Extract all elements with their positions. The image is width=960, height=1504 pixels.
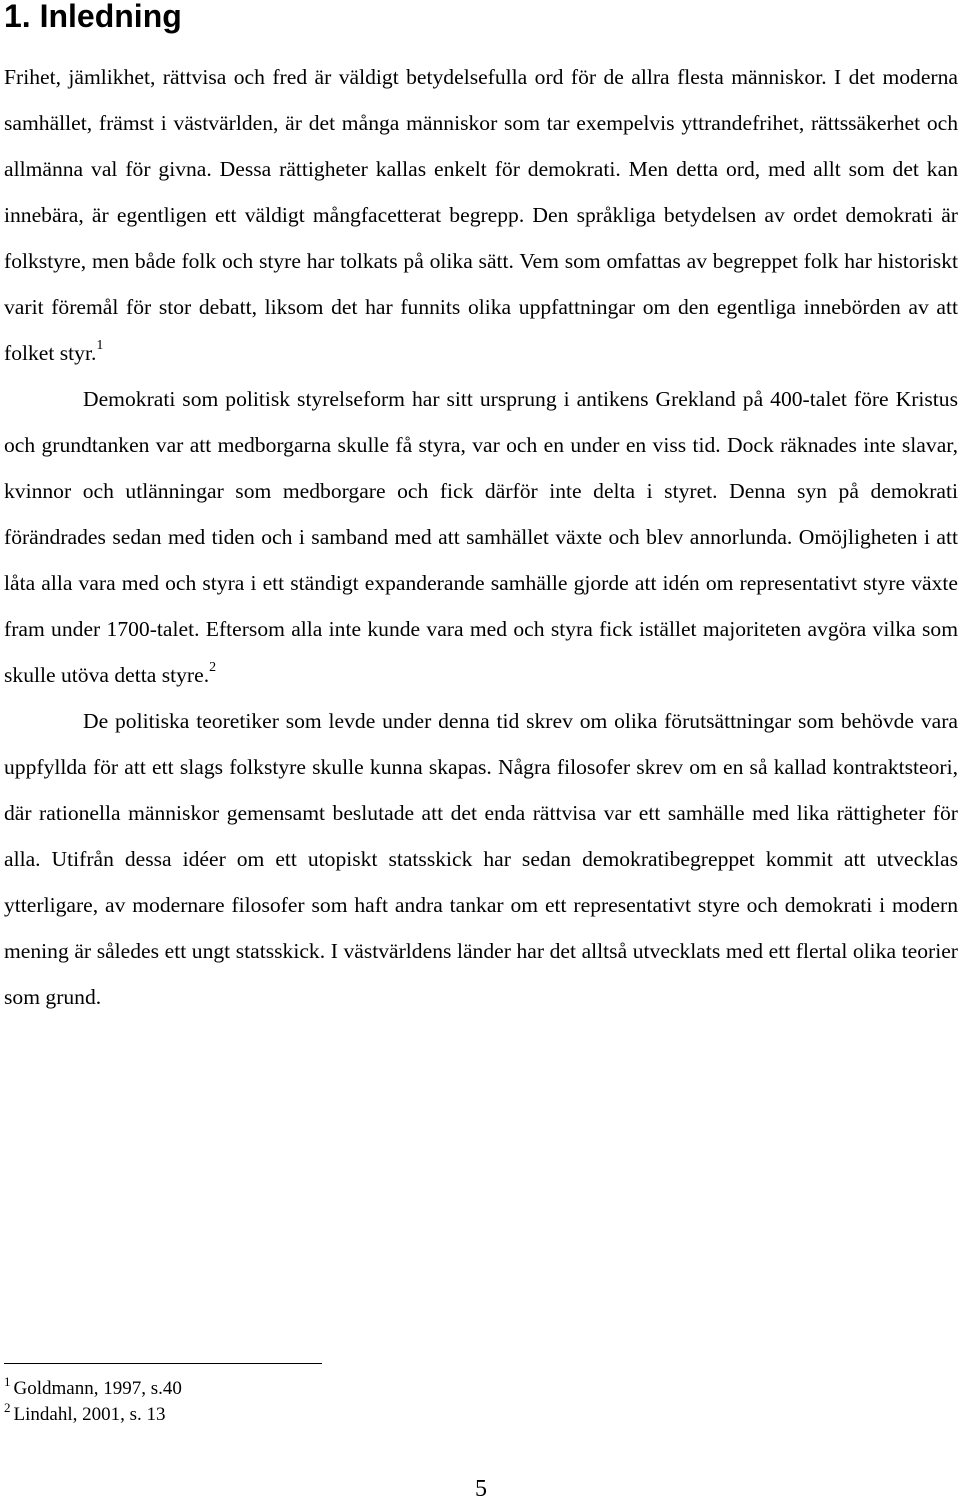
body-text	[4, 54, 958, 1020]
paragraph-3	[4, 698, 958, 1020]
paragraph-3-text: De politiska teoretiker som levde under denna tid skrev om olika förutsättningar som behövde vara uppfyllda för att ett slags folkstyre skulle kunna skapas. Några filosofer skrev om en så kallad kontraktsteori, där rationella människor gemensamt beslutade att det enda rättvisa var ett samhälle med lika rättigheter för alla. Utifrån dessa idéer om ett utopiskt statsskick har sedan demokratibegreppet kommit att utvecklas ytterligare, av modernare filosofer som haft andra tankar om ett representativt styre och demokrati i modern mening är således ett ungt statsskick. I västvärldens länder har det alltså utvecklats med ett flertal olika teorier som grund.	[4, 709, 958, 1009]
footnotes	[4, 1376, 182, 1428]
paragraph-2	[4, 376, 958, 698]
footnote-1-text: Goldmann, 1997, s.40	[13, 1378, 182, 1399]
page-number: 5	[475, 1476, 487, 1502]
footnote-ref-1: 1	[96, 338, 104, 353]
section-heading: 1. Inledning	[4, 0, 182, 34]
paragraph-1	[4, 54, 958, 376]
footnote-2-text: Lindahl, 2001, s. 13	[13, 1404, 166, 1425]
footnote-1-number: 1	[4, 1374, 11, 1389]
footnote-ref-2: 2	[209, 660, 217, 675]
paragraph-2-text: Demokrati som politisk styrelseform har sitt ursprung i antikens Grekland på 400-talet före Kristus och grundtanken var att medborgarna skulle få styra, var och en under en viss tid. Dock räknades inte slavar, kvinnor och utlänningar som medborgare och fick därför inte delta i styret. Denna syn på demokrati förändrades sedan med tiden och i samband med att samhället växte och blev annorlunda. Omöjligheten i att låta alla vara med och styra i ett ständigt expanderande samhälle gjorde att idén om representativt styre växte fram under 1700-talet. Eftersom alla inte kunde vara med och styra fick istället majoriteten avgöra vilka som skulle utöva detta styre.	[4, 387, 958, 687]
footnote-2	[4, 1402, 182, 1428]
footnote-separator	[4, 1363, 322, 1364]
footnote-1	[4, 1376, 182, 1402]
paragraph-1-text: Frihet, jämlikhet, rättvisa och fred är väldigt betydelsefulla ord för de allra flesta människor. I det moderna samhället, främst i västvärlden, är det många människor som tar exempelvis yttrandefrihet, rättssäkerhet och allmänna val för givna. Dessa rättigheter kallas enkelt för demokrati. Men detta ord, med allt som det kan innebära, är egentligen ett väldigt mångfacetterat begrepp. Den språkliga betydelsen av ordet demokrati är folkstyre, men både folk och styre har tolkats på olika sätt. Vem som omfattas av begreppet folk har historiskt varit föremål för stor debatt, liksom det har funnits olika uppfattningar om den egentliga innebörden av att folket styr.	[4, 65, 958, 365]
footnote-2-number: 2	[4, 1400, 11, 1415]
